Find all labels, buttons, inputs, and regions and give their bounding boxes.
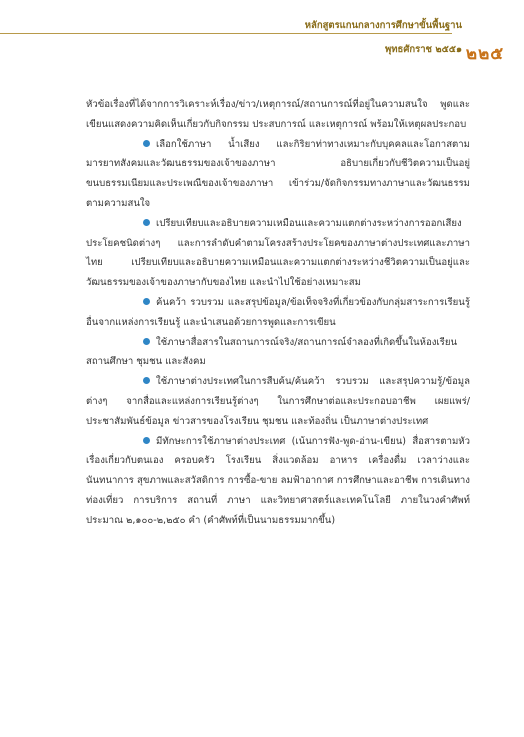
bullet-item bbox=[86, 293, 470, 333]
bullet-text: ใช้ภาษาต่างประเทศในการสืบค้น/ค้นคว้า รวบรวม และสรุปความรู้/ข้อมูลต่างๆ จากสื่อและแหล่งการเรียนรู้ต่างๆ ในการศึกษาต่อและประกอบอาชีพ เผยแพร่/ประชาสัมพันธ์ข้อมูล ข่าวสารของโรงเรียน ชุมชน และท้องถิ่น เป็นภาษาต่างประเทศ bbox=[86, 376, 470, 427]
header-divider bbox=[0, 33, 452, 34]
bullet-dot-icon bbox=[143, 377, 150, 384]
bullet-item bbox=[86, 333, 470, 373]
header-subtitle: พุทธศักราช ๒๕๕๑ bbox=[385, 44, 462, 55]
bullet-text: ใช้ภาษาสื่อสารในสถานการณ์จริง/สถานการณ์จำลองที่เกิดขึ้นในห้องเรียน สถานศึกษา ชุมชน และสังคม bbox=[86, 336, 457, 368]
bullet-dot-icon bbox=[143, 219, 150, 226]
bullet-text: เปรียบเทียบและอธิบายความเหมือนและความแตกต่างระหว่างการออกเสียงประโยคชนิดต่างๆ และการลำดับคำตามโครงสร้างประโยคของภาษาต่างประเทศและภาษาไทย เปรียบเทียบและอธิบายความเหมือนและความแตกต่างระหว่างชีวิตความเป็นอยู่และวัฒนธรรมของเจ้าของภาษากับของไทย และนำไปใช้อย่างเหมาะสม bbox=[86, 217, 470, 289]
bullet-text: ค้นคว้า รวบรวม และสรุปข้อมูล/ข้อเท็จจริงที่เกี่ยวข้องกับกลุ่มสาระการเรียนรู้อื่นจากแหล่งการเรียนรู้ และนำเสนอด้วยการพูดและการเขียน bbox=[86, 296, 470, 328]
bullet-text: เลือกใช้ภาษา น้ำเสียง และกิริยาท่าทางเหมาะกับบุคคลและโอกาสตามมารยาทสังคมและวัฒนธรรมของเจ้าของภาษา อธิบายเกี่ยวกับชีวิตความเป็นอยู่ ขนบธรรมเนียมและประเพณีของเจ้าของภาษา เข้าร่วม/จัดกิจกรรมทางภาษาและวัฒนธรรมตามความสนใจ bbox=[86, 138, 470, 209]
header-title: หลักสูตรแกนกลางการศึกษาขั้นพื้นฐาน bbox=[304, 20, 462, 31]
bullet-item bbox=[86, 372, 470, 431]
bullet-item bbox=[86, 432, 470, 531]
bullet-dot-icon bbox=[143, 338, 150, 345]
bullet-dot-icon bbox=[143, 140, 150, 147]
bullet-item bbox=[86, 135, 470, 214]
bullet-text: มีทักษะการใช้ภาษาต่างประเทศ (เน้นการฟัง-พูด-อ่าน-เขียน) สื่อสารตามหัวเรื่องเกี่ยวกับตนเอง ครอบครัว โรงเรียน สิ่งแวดล้อม อาหาร เครื่องดื่ม เวลาว่างและนันทนาการ สุขภาพและสวัสดิการ การซื้อ-ขาย ลมฟ้าอากาศ การศึกษาและอาชีพ การเดินทางท่องเที่ยว การบริการ สถานที่ ภาษา และวิทยาศาสตร์และเทคโนโลยี ภายในวงคำศัพท์ประมาณ ๒,๑๐๐-๒,๒๕๐ คำ (คำศัพท์ที่เป็นนามธรรมมากขึ้น) bbox=[86, 435, 470, 526]
bullet-dot-icon bbox=[143, 437, 150, 444]
intro-paragraph: หัวข้อเรื่องที่ได้จากการวิเคราะห์เรื่อง/ข่าว/เหตุการณ์/สถานการณ์ที่อยู่ในความสนใจ พูดและเขียนแสดงความคิดเห็นเกี่ยวกับกิจกรรม ประสบการณ์ และเหตุการณ์ พร้อมให้เหตุผลประกอบ bbox=[86, 99, 470, 130]
bullet-item bbox=[86, 214, 470, 293]
body-content bbox=[86, 95, 470, 531]
page-number: ๒๒๕ bbox=[465, 44, 505, 64]
bullet-dot-icon bbox=[143, 298, 150, 305]
